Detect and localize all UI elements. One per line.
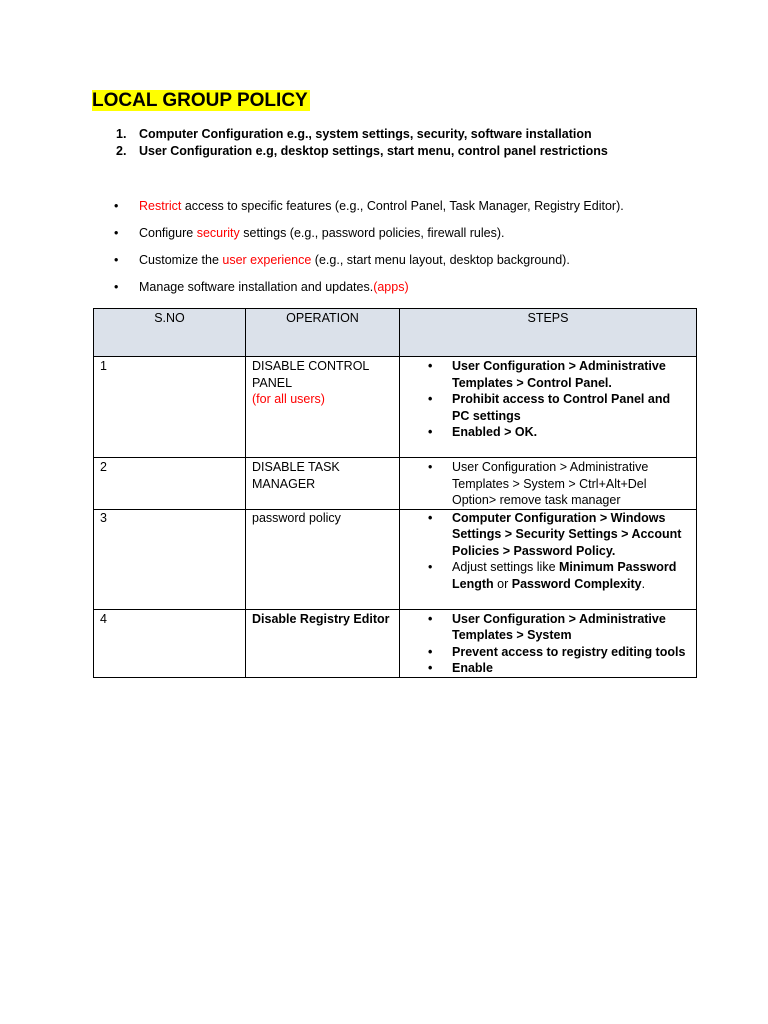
bullet-item: • Manage software installation and updates.(apps)	[114, 280, 409, 294]
table-row	[94, 609, 697, 677]
cell-sno: 3	[94, 509, 246, 609]
step-item: • Prevent access to registry editing tools	[406, 644, 690, 661]
numbered-item: 2. User Configuration e.g, desktop settings, start menu, control panel restrictions	[116, 144, 608, 158]
header-sno: S.NO	[94, 309, 246, 357]
cell-steps	[400, 357, 697, 458]
step-item: • User Configuration > Administrative Templates > System > Ctrl+Alt+Del Option> remove task manager	[406, 459, 690, 509]
policy-table	[93, 308, 697, 678]
step-item: • Prohibit access to Control Panel and PC settings	[406, 391, 690, 424]
bullet-icon: •	[114, 253, 119, 267]
bullet-icon: •	[114, 226, 119, 240]
bullet-icon: •	[114, 280, 119, 294]
header-steps: STEPS	[400, 309, 697, 357]
cell-operation: Disable Registry Editor	[246, 609, 400, 677]
cell-steps	[400, 509, 697, 609]
cell-operation: DISABLE CONTROL PANEL (for all users)	[246, 357, 400, 458]
cell-steps	[400, 609, 697, 677]
step-item: • Enabled > OK.	[406, 424, 690, 441]
document-title: LOCAL GROUP POLICY	[92, 90, 308, 111]
cell-sno: 1	[94, 357, 246, 458]
cell-sno: 2	[94, 458, 246, 510]
cell-sno: 4	[94, 609, 246, 677]
configuration-list	[112, 126, 608, 160]
bullet-icon: •	[114, 199, 119, 213]
header-operation: OPERATION	[246, 309, 400, 357]
table-row	[94, 357, 697, 458]
bullet-item: • Customize the user experience (e.g., start menu layout, desktop background).	[114, 253, 570, 267]
cell-operation: password policy	[246, 509, 400, 609]
table-row	[94, 509, 697, 609]
operation-note: (for all users)	[252, 392, 325, 406]
features-bullet-list	[112, 198, 624, 306]
bullet-item: • Restrict access to specific features (e.g., Control Panel, Task Manager, Registry Editor).	[114, 199, 624, 213]
table-row	[94, 458, 697, 510]
step-item: • User Configuration > Administrative Templates > System	[406, 611, 690, 644]
table-header-row	[94, 309, 697, 357]
step-item: • Computer Configuration > Windows Settings > Security Settings > Account Policies > Password Policy.	[406, 510, 690, 560]
step-item: • Adjust settings like Minimum Password Length or Password Complexity.	[406, 559, 690, 592]
cell-steps	[400, 458, 697, 510]
step-item: • Enable	[406, 660, 690, 677]
numbered-item: 1. Computer Configuration e.g., system settings, security, software installation	[116, 127, 592, 141]
cell-operation: DISABLE TASK MANAGER	[246, 458, 400, 510]
step-item: • User Configuration > Administrative Templates > Control Panel.	[406, 358, 690, 391]
bullet-item: • Configure security settings (e.g., password policies, firewall rules).	[114, 226, 505, 240]
